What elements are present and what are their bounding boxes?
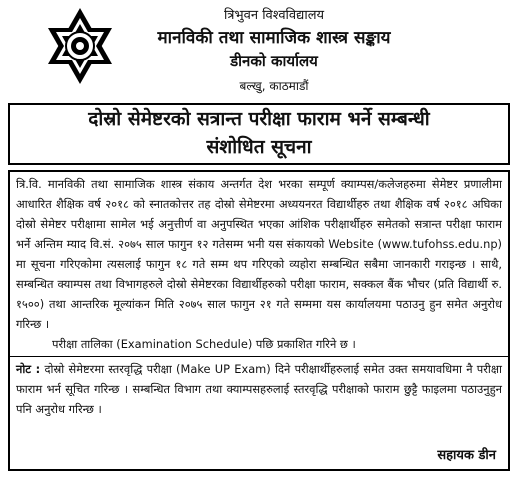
notice-note: [10, 359, 508, 419]
notice-paragraph-schedule: परीक्षा तालिका (Examination Schedule) पछि प्रकाशित गरिने छ ।: [52, 337, 356, 351]
notice-title-line1: दोस्रो सेमेष्टरको सत्रान्त परीक्षा फाराम भर्ने सम्बन्धी: [88, 108, 430, 130]
notice-title-line2: संशोधित सूचना: [206, 136, 312, 158]
office-name: डीनको कार्यालय: [230, 52, 318, 70]
note-label: नोट :: [16, 362, 41, 376]
notice-title-box: [8, 103, 510, 165]
signature: सहायक डीन: [437, 448, 496, 463]
letterhead: [0, 0, 518, 100]
office-address: बल्खु, काठमाडौं: [239, 79, 309, 93]
note-text: दोस्रो सेमेष्टरमा स्तरवृद्धि परीक्षा (Make UP Exam) दिने परीक्षार्थीहरुलाई समेत उक्त समयावधिमा नै परीक्षा फाराम भर्न सूचित गरिन्छ । सम्बन्धित विभाग तथा क्याम्पसहरुलाई स्तरवृद्धि परीक्षाको फाराम छुट्टै फाइलमा पठाउनुहुन पनि अनुरोध गरिन्छ ।: [16, 362, 502, 416]
university-name: त्रिभुवन विश्वविद्यालय: [223, 8, 325, 23]
notice-body: [8, 170, 510, 471]
tu-emblem-icon: [40, 6, 120, 86]
notice-paragraph-main: त्रि.वि. मानविकी तथा सामाजिक शास्त्र संकाय अन्तर्गत देश भरका सम्पूर्ण क्याम्पस/कलेजहरुमा सेमेष्टर प्रणालीमा आधारित शैक्षिक वर्ष २०१८ को स्नातकोत्तर तह दोस्रो सेमेष्टरमा अध्ययनरत विद्यार्थीहरु तथा शैक्षिक वर्ष २०१८ अघिका दोस्रो सेमेष्टर परीक्षामा सामेल भई अनुत्तीर्ण वा अनुपस्थित भएका आंशिक परीक्षार्थीहरु समेतको सत्रान्त परीक्षा फाराम भर्ने अन्तिम म्याद वि.सं. २०७५ साल फागुन १२ गतेसम्म भनी यस संकायको Website (www.tufohss.edu.np) मा सूचना गरिएकोमा त्यसलाई फागुन १८ गते सम्म थप गरिएको व्यहोरा सम्बन्धित सबैमा जानकारी गराइन्छ । साथै, सम्बन्धित क्याम्पस तथा विभागहरुले दोस्रो सेमेष्टरका विद्यार्थीहरुको परीक्षा फाराम, सक्कल बैंक भौचर (प्रति विद्यार्थी रु. १५००) तथा आन्तरिक मूल्यांकन मिति २०७५ साल फागुन २१ गते सम्ममा यस कार्यालयमा पठाउनु हुन समेत अनुरोध गरिन्छ ।: [16, 177, 502, 331]
faculty-name: मानविकी तथा सामाजिक शास्त्र सङ्काय: [157, 28, 391, 48]
divider: [10, 356, 508, 357]
